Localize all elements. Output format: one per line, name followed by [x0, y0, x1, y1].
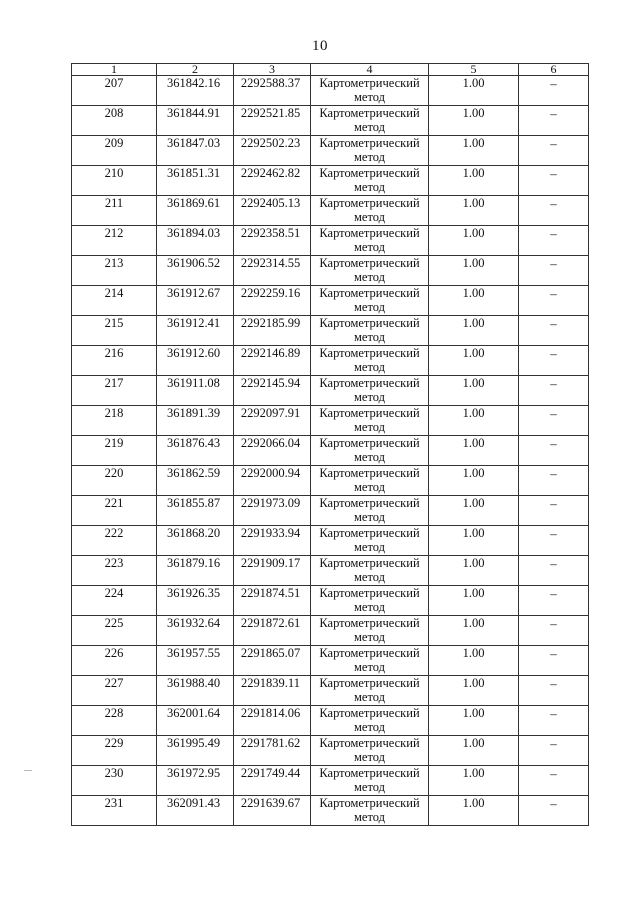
- table-row: [72, 406, 589, 436]
- method-cell: [311, 616, 429, 646]
- method-cell: [311, 586, 429, 616]
- method-line-1: Картометрический: [319, 76, 420, 90]
- method-line-1: Картометрический: [319, 166, 420, 180]
- table-row: [72, 316, 589, 346]
- method-line-2: метод: [353, 270, 385, 284]
- method-line-2: метод: [353, 390, 385, 404]
- x-coordinate: 361972.95: [157, 766, 234, 796]
- method-line-2: метод: [353, 360, 385, 374]
- x-coordinate: 361876.43: [157, 436, 234, 466]
- y-coordinate: 2291781.62: [234, 736, 311, 766]
- point-number: 210: [72, 166, 157, 196]
- note-dash: –: [519, 556, 589, 586]
- point-number: 224: [72, 586, 157, 616]
- y-coordinate: 2291909.17: [234, 556, 311, 586]
- method-line-2: метод: [353, 450, 385, 464]
- note-dash: –: [519, 676, 589, 706]
- x-coordinate: 361988.40: [157, 676, 234, 706]
- point-number: 229: [72, 736, 157, 766]
- point-number: 230: [72, 766, 157, 796]
- method-line-1: Картометрический: [319, 646, 420, 660]
- table-row: [72, 196, 589, 226]
- accuracy-value: 1.00: [429, 376, 519, 406]
- accuracy-value: 1.00: [429, 196, 519, 226]
- method-line-2: метод: [353, 690, 385, 704]
- method-line-1: Картометрический: [319, 526, 420, 540]
- y-coordinate: 2292405.13: [234, 196, 311, 226]
- note-dash: –: [519, 106, 589, 136]
- method-line-2: метод: [353, 570, 385, 584]
- y-coordinate: 2292097.91: [234, 406, 311, 436]
- table-row: [72, 646, 589, 676]
- note-dash: –: [519, 406, 589, 436]
- method-line-1: Картометрический: [319, 616, 420, 630]
- table-header-row: [72, 64, 589, 76]
- y-coordinate: 2291973.09: [234, 496, 311, 526]
- accuracy-value: 1.00: [429, 286, 519, 316]
- y-coordinate: 2291749.44: [234, 766, 311, 796]
- table-row: [72, 346, 589, 376]
- method-line-2: метод: [353, 510, 385, 524]
- x-coordinate: 361844.91: [157, 106, 234, 136]
- note-dash: –: [519, 496, 589, 526]
- point-number: 216: [72, 346, 157, 376]
- table-row: [72, 436, 589, 466]
- table-row: [72, 226, 589, 256]
- point-number: 209: [72, 136, 157, 166]
- method-line-1: Картометрический: [319, 736, 420, 750]
- method-cell: [311, 346, 429, 376]
- method-line-2: метод: [353, 420, 385, 434]
- note-dash: –: [519, 436, 589, 466]
- column-header: 2: [157, 64, 234, 76]
- method-line-1: Картометрический: [319, 676, 420, 690]
- method-line-2: метод: [353, 240, 385, 254]
- method-cell: [311, 526, 429, 556]
- x-coordinate: 362091.43: [157, 796, 234, 826]
- method-cell: [311, 736, 429, 766]
- method-cell: [311, 256, 429, 286]
- x-coordinate: 361868.20: [157, 526, 234, 556]
- accuracy-value: 1.00: [429, 226, 519, 256]
- accuracy-value: 1.00: [429, 616, 519, 646]
- accuracy-value: 1.00: [429, 406, 519, 436]
- method-line-1: Картометрический: [319, 256, 420, 270]
- method-line-2: метод: [353, 720, 385, 734]
- method-line-2: метод: [353, 750, 385, 764]
- table-row: [72, 736, 589, 766]
- y-coordinate: 2291874.51: [234, 586, 311, 616]
- accuracy-value: 1.00: [429, 166, 519, 196]
- table-row: [72, 76, 589, 106]
- x-coordinate: 362001.64: [157, 706, 234, 736]
- table-row: [72, 496, 589, 526]
- point-number: 213: [72, 256, 157, 286]
- method-cell: [311, 376, 429, 406]
- method-line-1: Картометрический: [319, 196, 420, 210]
- method-cell: [311, 556, 429, 586]
- point-number: 211: [72, 196, 157, 226]
- method-line-2: метод: [353, 780, 385, 794]
- coordinates-table: [71, 63, 589, 826]
- method-line-2: метод: [353, 480, 385, 494]
- accuracy-value: 1.00: [429, 136, 519, 166]
- note-dash: –: [519, 796, 589, 826]
- method-cell: [311, 406, 429, 436]
- column-header: 1: [72, 64, 157, 76]
- table-row: [72, 796, 589, 826]
- note-dash: –: [519, 526, 589, 556]
- y-coordinate: 2291933.94: [234, 526, 311, 556]
- column-header: 3: [234, 64, 311, 76]
- x-coordinate: 361957.55: [157, 646, 234, 676]
- method-cell: [311, 466, 429, 496]
- x-coordinate: 361894.03: [157, 226, 234, 256]
- y-coordinate: 2292588.37: [234, 76, 311, 106]
- point-number: 207: [72, 76, 157, 106]
- accuracy-value: 1.00: [429, 256, 519, 286]
- table-row: [72, 676, 589, 706]
- method-cell: [311, 796, 429, 826]
- method-cell: [311, 286, 429, 316]
- note-dash: –: [519, 256, 589, 286]
- method-line-2: метод: [353, 600, 385, 614]
- x-coordinate: 361842.16: [157, 76, 234, 106]
- method-cell: [311, 646, 429, 676]
- note-dash: –: [519, 286, 589, 316]
- method-line-2: метод: [353, 810, 385, 824]
- table-row: [72, 556, 589, 586]
- point-number: 215: [72, 316, 157, 346]
- y-coordinate: 2292145.94: [234, 376, 311, 406]
- point-number: 227: [72, 676, 157, 706]
- method-cell: [311, 436, 429, 466]
- x-coordinate: 361847.03: [157, 136, 234, 166]
- accuracy-value: 1.00: [429, 466, 519, 496]
- method-line-2: метод: [353, 150, 385, 164]
- accuracy-value: 1.00: [429, 526, 519, 556]
- method-line-1: Картометрический: [319, 556, 420, 570]
- method-cell: [311, 496, 429, 526]
- y-coordinate: 2291872.61: [234, 616, 311, 646]
- y-coordinate: 2292259.16: [234, 286, 311, 316]
- page-number: 10: [312, 38, 328, 54]
- table-row: [72, 376, 589, 406]
- x-coordinate: 361926.35: [157, 586, 234, 616]
- method-cell: [311, 676, 429, 706]
- note-dash: –: [519, 766, 589, 796]
- note-dash: –: [519, 166, 589, 196]
- note-dash: –: [519, 136, 589, 166]
- note-dash: –: [519, 376, 589, 406]
- note-dash: –: [519, 76, 589, 106]
- x-coordinate: 361891.39: [157, 406, 234, 436]
- method-line-1: Картометрический: [319, 316, 420, 330]
- method-line-1: Картометрический: [319, 226, 420, 240]
- point-number: 217: [72, 376, 157, 406]
- method-line-1: Картометрический: [319, 466, 420, 480]
- method-line-2: метод: [353, 180, 385, 194]
- accuracy-value: 1.00: [429, 676, 519, 706]
- table-row: [72, 706, 589, 736]
- method-line-2: метод: [353, 660, 385, 674]
- point-number: 214: [72, 286, 157, 316]
- table-row: [72, 286, 589, 316]
- x-coordinate: 361912.41: [157, 316, 234, 346]
- accuracy-value: 1.00: [429, 76, 519, 106]
- accuracy-value: 1.00: [429, 346, 519, 376]
- method-line-1: Картометрический: [319, 436, 420, 450]
- note-dash: –: [519, 586, 589, 616]
- table-row: [72, 466, 589, 496]
- accuracy-value: 1.00: [429, 496, 519, 526]
- y-coordinate: 2291865.07: [234, 646, 311, 676]
- y-coordinate: 2292358.51: [234, 226, 311, 256]
- method-cell: [311, 196, 429, 226]
- accuracy-value: 1.00: [429, 736, 519, 766]
- method-cell: [311, 226, 429, 256]
- table-row: [72, 136, 589, 166]
- accuracy-value: 1.00: [429, 646, 519, 676]
- x-coordinate: 361855.87: [157, 496, 234, 526]
- method-line-1: Картометрический: [319, 586, 420, 600]
- method-line-2: метод: [353, 330, 385, 344]
- accuracy-value: 1.00: [429, 796, 519, 826]
- note-dash: –: [519, 616, 589, 646]
- y-coordinate: 2291639.67: [234, 796, 311, 826]
- method-line-2: метод: [353, 300, 385, 314]
- y-coordinate: 2292314.55: [234, 256, 311, 286]
- y-coordinate: 2292462.82: [234, 166, 311, 196]
- accuracy-value: 1.00: [429, 556, 519, 586]
- note-dash: –: [519, 346, 589, 376]
- x-coordinate: 361851.31: [157, 166, 234, 196]
- y-coordinate: 2292146.89: [234, 346, 311, 376]
- table-row: [72, 586, 589, 616]
- table-row: [72, 166, 589, 196]
- y-coordinate: 2292185.99: [234, 316, 311, 346]
- note-dash: –: [519, 226, 589, 256]
- method-line-2: метод: [353, 540, 385, 554]
- method-cell: [311, 76, 429, 106]
- point-number: 212: [72, 226, 157, 256]
- method-cell: [311, 166, 429, 196]
- note-dash: –: [519, 196, 589, 226]
- x-coordinate: 361932.64: [157, 616, 234, 646]
- method-line-2: метод: [353, 210, 385, 224]
- y-coordinate: 2291839.11: [234, 676, 311, 706]
- note-dash: –: [519, 736, 589, 766]
- point-number: 208: [72, 106, 157, 136]
- column-header: 6: [519, 64, 589, 76]
- point-number: 221: [72, 496, 157, 526]
- x-coordinate: 361911.08: [157, 376, 234, 406]
- note-dash: –: [519, 706, 589, 736]
- x-coordinate: 361912.67: [157, 286, 234, 316]
- table-row: [72, 526, 589, 556]
- note-dash: –: [519, 646, 589, 676]
- method-line-1: Картометрический: [319, 766, 420, 780]
- accuracy-value: 1.00: [429, 106, 519, 136]
- table-row: [72, 106, 589, 136]
- method-cell: [311, 316, 429, 346]
- x-coordinate: 361995.49: [157, 736, 234, 766]
- x-coordinate: 361879.16: [157, 556, 234, 586]
- method-line-1: Картометрический: [319, 796, 420, 810]
- accuracy-value: 1.00: [429, 586, 519, 616]
- column-header: 5: [429, 64, 519, 76]
- y-coordinate: 2291814.06: [234, 706, 311, 736]
- note-dash: –: [519, 316, 589, 346]
- x-coordinate: 361869.61: [157, 196, 234, 226]
- point-number: 219: [72, 436, 157, 466]
- table-row: [72, 256, 589, 286]
- point-number: 228: [72, 706, 157, 736]
- accuracy-value: 1.00: [429, 766, 519, 796]
- method-line-2: метод: [353, 630, 385, 644]
- method-cell: [311, 106, 429, 136]
- accuracy-value: 1.00: [429, 316, 519, 346]
- point-number: 223: [72, 556, 157, 586]
- y-coordinate: 2292000.94: [234, 466, 311, 496]
- accuracy-value: 1.00: [429, 436, 519, 466]
- point-number: 226: [72, 646, 157, 676]
- method-line-1: Картометрический: [319, 376, 420, 390]
- method-line-1: Картометрический: [319, 406, 420, 420]
- point-number: 225: [72, 616, 157, 646]
- method-line-1: Картометрический: [319, 706, 420, 720]
- point-number: 220: [72, 466, 157, 496]
- method-line-1: Картометрический: [319, 496, 420, 510]
- scan-artifact: [24, 770, 32, 771]
- method-line-2: метод: [353, 90, 385, 104]
- point-number: 222: [72, 526, 157, 556]
- method-line-1: Картометрический: [319, 346, 420, 360]
- x-coordinate: 361912.60: [157, 346, 234, 376]
- x-coordinate: 361862.59: [157, 466, 234, 496]
- note-dash: –: [519, 466, 589, 496]
- table-row: [72, 766, 589, 796]
- point-number: 231: [72, 796, 157, 826]
- method-cell: [311, 706, 429, 736]
- method-line-1: Картометрический: [319, 106, 420, 120]
- y-coordinate: 2292066.04: [234, 436, 311, 466]
- method-line-1: Картометрический: [319, 136, 420, 150]
- x-coordinate: 361906.52: [157, 256, 234, 286]
- method-cell: [311, 766, 429, 796]
- column-header: 4: [311, 64, 429, 76]
- accuracy-value: 1.00: [429, 706, 519, 736]
- point-number: 218: [72, 406, 157, 436]
- method-line-2: метод: [353, 120, 385, 134]
- method-cell: [311, 136, 429, 166]
- method-line-1: Картометрический: [319, 286, 420, 300]
- table-row: [72, 616, 589, 646]
- y-coordinate: 2292521.85: [234, 106, 311, 136]
- y-coordinate: 2292502.23: [234, 136, 311, 166]
